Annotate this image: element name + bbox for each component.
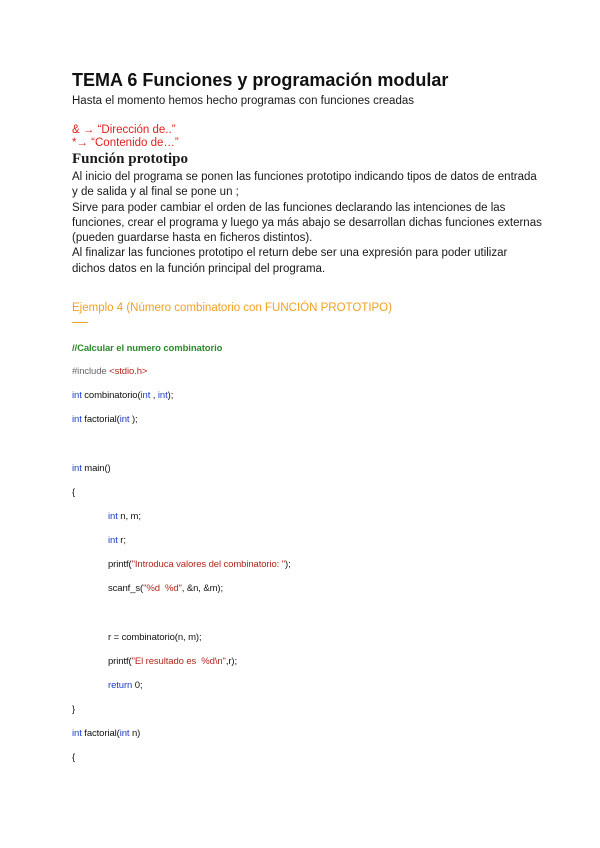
paragraph: Al inicio del programa se ponen las funciones prototipo indicando tipos de datos de entrada y de salida y al final se pone un ; bbox=[72, 171, 537, 199]
example-underline bbox=[72, 322, 88, 323]
code-comment: //Calcular el numero combinatorio bbox=[72, 343, 223, 354]
page-title: TEMA 6 Funciones y programación modular bbox=[72, 70, 449, 90]
code-decl-nm: int n, m; bbox=[108, 511, 141, 522]
code-include: #include <stdio.h> bbox=[72, 366, 148, 377]
code-close-brace: } bbox=[72, 704, 76, 715]
paragraph: Sirve para poder cambiar el orden de las funciones declarando las intenciones de las funciones, crear el programa y luego ya más abajo se desarrollan dichas funciones externas (pueden guardarse hasta en ficheros distintos). bbox=[72, 201, 542, 245]
code-prototype-combinatorio: int combinatorio(int , int); bbox=[72, 390, 174, 401]
code-open-brace: { bbox=[72, 487, 76, 498]
code-prototype-factorial: int factorial(int ); bbox=[72, 414, 138, 425]
body-text bbox=[72, 170, 542, 277]
code-printf-input: printf("Introduca valores del combinatorio: "); bbox=[108, 559, 291, 570]
code-decl-r: int r; bbox=[108, 535, 126, 546]
code-printf-result: printf("El resultado es %d\n",r); bbox=[108, 656, 238, 667]
example-title: Ejemplo 4 (Número combinatorio con FUNCIÓN PROTOTIPO) bbox=[72, 302, 392, 314]
code-factorial-def: int factorial(int n) bbox=[72, 728, 141, 739]
code-main: int main() bbox=[72, 463, 111, 474]
code-scanf: scanf_s("%d %d", &n, &m); bbox=[108, 583, 224, 594]
code-assign: r = combinatorio(n, m); bbox=[108, 632, 202, 643]
note-content: *→ “Contenido de…” bbox=[72, 137, 179, 149]
subtitle: Hasta el momento hemos hecho programas con funciones creadas bbox=[72, 95, 414, 107]
note-address: & → “Dirección de..” bbox=[72, 124, 176, 136]
section-heading: Función prototipo bbox=[72, 151, 188, 167]
code-open-brace-2: { bbox=[72, 752, 76, 763]
code-return: return 0; bbox=[108, 680, 143, 691]
paragraph: Al finalizar las funciones prototipo el return debe ser una expresión para poder utilizar dichos datos en la función principal del programa. bbox=[72, 247, 508, 275]
